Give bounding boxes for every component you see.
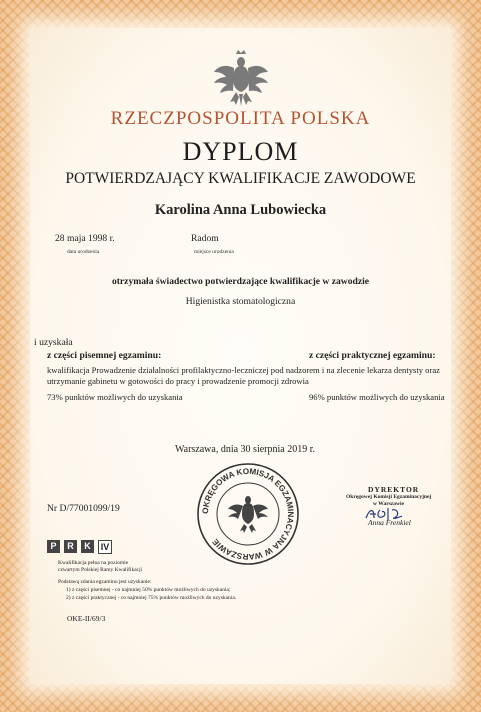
prk-level: IV <box>98 540 112 554</box>
written-exam-label: z części pisemnej egzaminu: <box>47 350 162 361</box>
prk-letter: R <box>64 540 77 553</box>
qualification-line-1: kwalifikacja Prowadzenie działalności profilaktyczno-leczniczej pod nadzorem i na zlecenie lekarza dentysty oraz <box>47 365 440 375</box>
profession: Higienistka stomatologiczna <box>185 296 296 307</box>
birth-date: 28 maja 1998 r. <box>55 233 115 244</box>
form-code: OKE-II/69/3 <box>67 614 106 623</box>
document-subtitle: POTWIERDZAJĄCY KWALIFIKACJE ZAWODOWE <box>65 170 416 187</box>
written-score: 73% punktów możliwych do uzyskania <box>47 392 183 402</box>
prk-note-line-1: Kwalifikacja pełna na poziomie <box>58 560 129 566</box>
signer-role: DYREKTOR <box>368 485 420 494</box>
birth-date-label: data urodzenia <box>67 249 100 255</box>
signer-institution-line-1: Okręgowej Komisji Egzaminacyjnej <box>346 494 432 500</box>
country-heading: RZECZPOSPOLITA POLSKA <box>110 108 371 129</box>
issue-place-date: Warszawa, dnia 30 sierpnia 2019 r. <box>175 444 315 455</box>
obtained-text: i uzyskała <box>34 337 73 348</box>
prk-letter: P <box>47 540 60 553</box>
footnote-line-2: 1) z części pisemnej - co najmniej 50% punktów możliwych do uzyskania; <box>66 587 231 593</box>
stamp-text: OKRĘGOWA KOMISJA EGZAMINACYJNA W WARSZAWIE <box>200 466 296 562</box>
official-stamp-icon <box>196 462 300 566</box>
prk-badge <box>47 540 112 554</box>
signer-name: Anna Frenkiel <box>368 518 411 527</box>
qualification-line-2: utrzymanie gabinetu w gotowości do pracy i prowadzenie promocji zdrowia <box>47 376 309 386</box>
holder-name: Karolina Anna Lubowiecka <box>154 202 327 218</box>
footnote-line-1: Podstawą zdania egzaminu jest uzyskanie: <box>58 579 152 585</box>
prk-note-line-2: czwartym Polskiej Ramy Kwalifikacji <box>58 567 143 573</box>
prk-letter: K <box>81 540 94 553</box>
signer-institution-line-2: w Warszawie <box>373 501 404 507</box>
diploma-number: Nr D/77001099/19 <box>47 503 120 514</box>
received-statement: otrzymała świadectwo potwierdzające kwalifikacje w zawodzie <box>111 276 370 287</box>
practical-score: 96% punktów możliwych do uzyskania <box>309 392 445 402</box>
footnote-line-3: 2) z części praktycznej - co najmniej 75% punktów możliwych do uzyskania. <box>66 595 237 601</box>
eagle-emblem-icon <box>212 48 270 112</box>
birth-place-label: miejsce urodzenia <box>194 249 234 255</box>
document-title: DYPLOM <box>182 137 299 166</box>
practical-exam-label: z części praktycznej egzaminu: <box>309 350 436 361</box>
birth-place: Radom <box>191 233 219 244</box>
